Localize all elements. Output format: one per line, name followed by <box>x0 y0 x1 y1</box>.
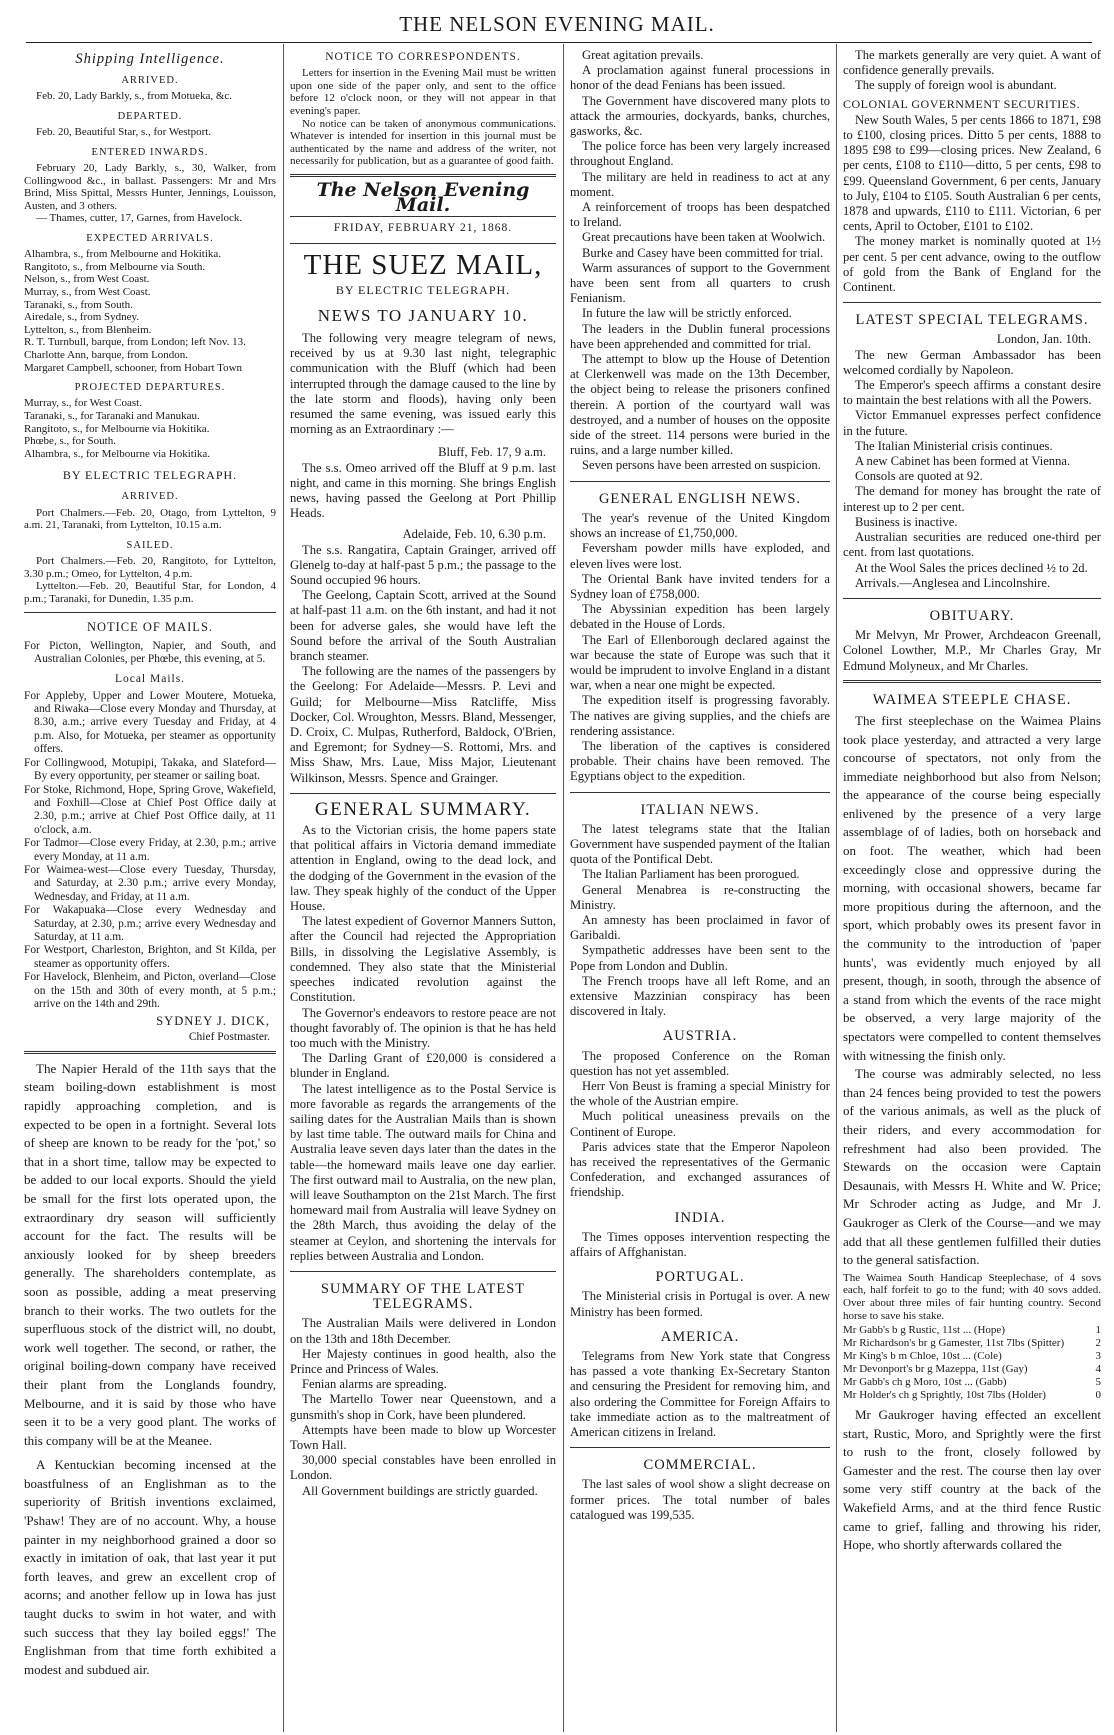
section-heading: GENERAL ENGLISH NEWS. <box>598 490 802 507</box>
dateline: London, Jan. 10th. <box>996 332 1091 347</box>
entered-heading: ENTERED INWARDS. <box>91 146 209 158</box>
column-3 <box>570 48 830 1732</box>
article-paragraph: The Geelong, Captain Scott, arrived at the Sound at half-past 11 a.m. on the 6th instant, and had it not been for adverse gales, she would have left the Sound before the arrival of the South Australian branch steamer. <box>290 588 556 664</box>
notice-text: No notice can be taken of anonymous communications. Whatever is intended for insertion in this journal must be authenticated by the name and address of the writer, not necessarily for publication, but as a guarantee of good faith. <box>290 117 556 168</box>
results-table <box>843 1324 1101 1402</box>
article-paragraph: The Italian Ministerial crisis continues. <box>855 438 1053 453</box>
column-divider <box>836 44 837 1732</box>
mails-item: For Picton, Wellington, Napier, and South, and Australian Colonies, per Phœbe, this evening, at 5. <box>24 639 276 666</box>
departed-text: Feb. 20, Beautiful Star, s., for Westport. <box>36 126 212 139</box>
suez-headline: THE SUEZ MAIL, <box>303 248 543 281</box>
article-paragraph: All Government buildings are strictly guarded. <box>302 1483 538 1498</box>
article-paragraph: The liberation of the captives is considered probable. Their chains have been removed. The Egyptians object to the expedition. <box>570 738 830 784</box>
article-paragraph: A proclamation against funeral processions in honor of the dead Fenians has been issued. <box>570 63 830 93</box>
expected-list <box>24 248 276 374</box>
article-paragraph: Mr Gaukroger having effected an excellent start, Rustic, Moro, and Sprightly were the first to rush to the front, closely followed by Gamester and the rest. The course then lay over some very stiff country at the back of the Wakefield Arms, and at the third fence Rustic came to grief, falling and throwing his rider, Hope, who shortly afterwards collared the <box>843 1407 1101 1553</box>
issue-date: FRIDAY, FEBRUARY 21, 1868. <box>333 222 513 235</box>
kentuckian-paragraph: A Kentuckian becoming incensed at the boastfulness of an Englishman as to the superiority of British inventions exclaimed, 'Pshaw! They are of no account. Why, a house painter in my neighborhood grained a door so exactly in imitation of oak, that last year it put forth leaves, and grew an excellent crop of acorns; and another fellow up in Iowa has just taught ducks to swim in hot water, and with such success that they lay boiled eggs!' The Englishman from that time forth exhibited a modest and subdued air. <box>24 1457 276 1677</box>
article-paragraph: The Italian Parliament has been prorogued. <box>582 867 800 882</box>
divider <box>290 793 556 794</box>
article-paragraph: Arrivals.—Anglesea and Lincolnshire. <box>855 575 1051 590</box>
arrived-text: Feb. 20, Lady Barkly, s., from Motueka, &c. <box>36 90 233 103</box>
article-paragraph: At the Wool Sales the prices declined ½ to 2d. <box>855 560 1088 575</box>
article-paragraph: The last sales of wool show a slight decrease on former prices. The total number of bales catalogued was 199,535. <box>570 1477 830 1522</box>
article-paragraph: An amnesty has been proclaimed in favor of Garibaldi. <box>570 912 830 943</box>
mails-item: For Appleby, Upper and Lower Moutere, Motueka, and Riwaka—Close every Monday and Thursday, at 8.30, a.m.; arrive every Tuesday and Friday, at 4 p.m. Also, for Motueka, per steamer as opportunity offers. <box>24 689 276 756</box>
list-item: Nelson, s., from West Coast. <box>24 273 150 286</box>
article-paragraph: Business is inactive. <box>855 514 958 529</box>
mails-heading: NOTICE OF MAILS. <box>86 620 214 635</box>
list-item: Taranaki, s., from South. <box>24 298 133 311</box>
list-item: Phœbe, s., for South. <box>24 435 116 448</box>
list-item: Lyttelton, s., from Blenheim. <box>24 323 152 336</box>
article-paragraph: The Government have discovered many plots to attack the armouries, dockyards, banks, churches, gasworks, &c. <box>570 93 830 139</box>
masthead-rule <box>26 42 1092 43</box>
section-heading: PORTUGAL. <box>655 1269 745 1286</box>
article-paragraph: Great precautions have been taken at Woolwich. <box>582 230 826 245</box>
article-paragraph: Consols are quoted at 92. <box>855 469 983 484</box>
masthead: THE NELSON EVENING MAIL. <box>399 12 715 36</box>
arrived-text: Port Chalmers.—Feb. 20, Otago, from Lyttelton, 9 a.m. 21, Taranaki, from Lyttelton, 10.15 a.m. <box>24 506 276 532</box>
list-item: Charlotte Ann, barque, from London. <box>24 348 189 361</box>
list-item: Murray, s., for West Coast. <box>24 397 142 410</box>
divider <box>290 243 556 244</box>
article-paragraph: The leaders in the Dublin funeral processions have been apprehended and committed for trial. <box>570 321 830 351</box>
section-heading: AMERICA. <box>660 1328 740 1345</box>
mails-notice <box>24 640 276 1012</box>
article-paragraph: The Abyssinian expedition has been largely debated in the House of Lords. <box>570 602 830 632</box>
divider <box>290 216 556 217</box>
column-1 <box>24 48 276 1732</box>
article-paragraph: The first steeplechase on the Waimea Plains took place yesterday, and attracted a very large concourse of spectators, not only from the immediate neighborhood but also from Nelson; the appearance of the course being especially enlivened by the presence of a very large assemblage of of ladies, both on horseback and on foot. The weather, which had been exceedingly close and oppressive during the morning, with occasional showers, became far more propitious during the afternoon, and the sport, which probably owes its present favor in the community to the introduction of 'paper hunts', was evidently much enjoyed by all present, though, in sooth, through the absence of a stand from which the events of the race might be observed, a very large majority of the spectators were compelled to content themselves with witnessing the finish only. <box>843 712 1101 1063</box>
table-row: Mr Gabb's b g Rustic, 11st ... (Hope) 1 <box>843 1324 1101 1337</box>
list-item: R. T. Turnbull, barque, from London; left Nov. 13. <box>24 336 246 349</box>
article-paragraph: Great agitation prevails. <box>582 48 704 62</box>
section-heading: ITALIAN NEWS. <box>640 801 760 818</box>
article-paragraph: The new German Ambassador has been welcomed cordially by Napoleon. <box>843 347 1101 377</box>
article-paragraph: The French troops have all left Rome, and an extensive Mazzinian conspiracy has been discovered in Italy. <box>570 973 830 1019</box>
local-mails-heading: Local Mails. <box>114 673 186 686</box>
divider <box>24 612 276 613</box>
column-divider <box>283 44 284 1732</box>
article-paragraph: A new Cabinet has been formed at Vienna. <box>855 454 1071 469</box>
section-heading: COMMERCIAL. <box>643 1457 757 1474</box>
shipping-heading: Shipping Intelligence. <box>75 51 225 67</box>
article-paragraph: The Emperor's speech affirms a constant desire to maintain the best relations with all the Powers. <box>843 378 1101 408</box>
article-paragraph: Paris advices state that the Emperor Napoleon has received the representatives of the Germanic Confederation, and exchanged assurances of friendship. <box>570 1139 830 1200</box>
article-paragraph: Seven persons have been arrested on suspicion. <box>582 458 821 473</box>
divider <box>570 1447 830 1448</box>
mails-item: For Westport, Charleston, Brighton, and St Kilda, per steamer as opportunity offers. <box>24 944 276 970</box>
general-summary-headline: GENERAL SUMMARY. <box>314 798 532 820</box>
article-paragraph: The attempt to blow up the House of Detention at Clerkenwell was made on the 13th December, the object being to release the prisoners confined therein. A portion of the courtyard wall was destroyed, and a number of houses on the opposite side of the street. 114 persons were buried in the ruins, and a large number killed. <box>570 352 830 458</box>
article-paragraph: The course was admirably selected, no less than 24 fences being provided to test the powers of the various animals, as well as the pluck of their riders, and every accommodation for refreshment had also been provided. The Stewards on the occasion were Captain Desaunais, with Messrs H. White and W. Price; Mr Schroder acting as Judge, and Mr J. Gaukroger as Clerk of the Course—and we may add that all these gentlemen fulfilled their duties to the general satisfaction. <box>843 1066 1101 1268</box>
table-row: Mr Richardson's br g Gamester, 11st 7lbs (Spitter) 2 <box>843 1337 1101 1350</box>
article-paragraph: Feversham powder mills have exploded, and eleven lives were lost. <box>570 541 830 571</box>
divider <box>570 792 830 793</box>
list-item: Airedale, s., from Sydney. <box>24 311 140 324</box>
projected-list <box>24 397 276 460</box>
handicap-text: The Waimea South Handicap Steeplechase, of 4 sovs each, half forfeit to go to the fund; with 40 sovs added. Over about three miles of fair hunting country. Second horse to save his stake. <box>843 1271 1101 1322</box>
list-item: Rangitoto, s., from Melbourne via South. <box>24 260 206 273</box>
article-paragraph: The Governor's endeavors to restore peace are not thought favorably of. The opinion is that he has held too much with the Ministry. <box>290 1005 556 1050</box>
signature: SYDNEY J. DICK, <box>156 1014 270 1029</box>
list-item: Murray, s., from West Coast. <box>24 285 151 298</box>
article-paragraph: The demand for money has brought the rate of interest up to 2 per cent. <box>843 484 1101 514</box>
notice-text: Letters for insertion in the Evening Mail must be written upon one side of the paper only, and sent to the office before 12 o'clock noon, or they will not appear in that evening's paper. <box>290 67 556 117</box>
mails-item: For Waimea-west—Close every Tuesday, Thursday, and Saturday, at 2.30 p.m.; arrive every Monday, Wednesday, and Friday, at 11 a.m. <box>24 863 276 903</box>
divider <box>843 302 1101 303</box>
article-paragraph: In future the law will be strictly enforced. <box>582 306 792 321</box>
signature-title: Chief Postmaster. <box>188 1030 270 1043</box>
telegraph-heading: BY ELECTRIC TELEGRAPH. <box>62 468 238 483</box>
column-2 <box>290 48 556 1732</box>
mails-item: For Havelock, Blenheim, and Picton, overland—Close on the 15th and 30th of every month, at 5 p.m.; arrive on the 14th and 29th. <box>24 971 276 1011</box>
article-paragraph: Much political uneasiness prevails on the Continent of Europe. <box>570 1109 830 1139</box>
departed-heading: DEPARTED. <box>117 111 183 122</box>
list-item: Taranaki, s., for Taranaki and Manukau. <box>24 409 200 422</box>
article-paragraph: Attempts have been made to blow up Worcester Town Hall. <box>290 1422 556 1452</box>
article-paragraph: The Ministerial crisis in Portugal is over. A new Ministry has been formed. <box>570 1289 830 1319</box>
herald-paragraph: The Napier Herald of the 11th says that the steam boiling-down establishment is most rapidly approaching completion, and is expected to be open in a fortnight. Several lots of sheep are known to be ready for the 'pot,' so that in a short time, tallow may be expected to be added to our local exports. Should the yield be small for the first lots operated upon, the extraordinary dry season will sufficiently account for the fact. The results will be anxiously looked for by sheep breeders generally. The shareholders contemplate, as soon as possible, adding a meat preserving branch to their works. The two outlets for the superfluous stock of the district will, no doubt, work well together. The second, or rather, the original boiling-down company have received their plant from the Longlands foundry, Melbourne, and it is said by those who have seen it to be a very good plant. The works of this company will be at the Meanee. <box>24 1060 276 1448</box>
article-paragraph: Mr Melvyn, Mr Prower, Archdeacon Greenall, Colonel Lowther, M.P., Mr Charles Gray, Mr Edmund Molyneux, and Mr Charles. <box>843 628 1101 673</box>
suez-subheading: BY ELECTRIC TELEGRAPH. <box>335 282 511 297</box>
mails-item: For Stoke, Richmond, Hope, Spring Grove, Wakefield, and Foxhill—Close at Chief Post Office daily at 2.30, p.m.; arrive at Chief Post Office daily, at 11 o'clock, a.m. <box>24 783 276 836</box>
column-4 <box>843 48 1101 1732</box>
article-paragraph: The Martello Tower near Queenstown, and a gunsmith's shop in Cork, have been plundered. <box>290 1392 556 1422</box>
divider <box>843 680 1101 683</box>
article-paragraph: The money market is nominally quoted at 1½ per cent. 5 per cent advance, owing to the outflow of gold from the Bank of England for the Continent. <box>843 234 1101 295</box>
article-paragraph: New South Wales, 5 per cents 1866 to 1871, £98 to £100, closing prices. Ditto 5 per cents, 1888 to 1895 £98 to £99—closing prices. New Zealand, 6 per cents, £108 to £110—ditto, 5 per cents, £98 to £99. Queensland Government, 6 per cents, January to July, £104 to £105. South Australian 6 per cents, 1878 and upwards, £110 to £111. Victorian, 6 per cents, April to October, £101 to £102. <box>843 112 1101 234</box>
list-item: Margaret Campbell, schooner, from Hobart Town <box>24 361 243 374</box>
article-paragraph: The police force has been very largely increased throughout England. <box>570 139 830 169</box>
arrived-heading: ARRIVED. <box>121 75 179 87</box>
list-item: Alhambra, s., from Melbourne and Hokitika. <box>24 248 222 261</box>
article-paragraph: The year's revenue of the United Kingdom shows an increase of £1,750,000. <box>570 510 830 541</box>
dateline: Bluff, Feb. 17, 9 a.m. <box>438 445 546 460</box>
article-paragraph: 30,000 special constables have been enrolled in London. <box>290 1453 556 1483</box>
article-paragraph: The latest expedient of Governor Manners Sutton, after the Council had rejected the Appropriation Bills, in dissolving the Legislative Assembly, is condemned. They also state that the Ministerial speeches indicated revolution against the Constitution. <box>290 914 556 1005</box>
article-paragraph: The Times opposes intervention respecting the affairs of Affghanistan. <box>570 1229 830 1260</box>
article-paragraph: Burke and Casey have been committed for trial. <box>582 245 824 260</box>
article-paragraph: A reinforcement of troops has been despatched to Ireland. <box>570 200 830 230</box>
article-paragraph: The Earl of Ellenborough declared against the war because the state of Europe was such that it would be imprudent to involve England in a distant war, when a near one might be expected. <box>570 632 830 693</box>
list-item: Alhambra, s., for Melbourne via Hokitika. <box>24 447 211 460</box>
summary-headline: SUMMARY OF THE LATEST TELEGRAMS. <box>320 1280 526 1313</box>
securities-heading: COLONIAL GOVERNMENT SECURITIES. <box>843 96 1081 111</box>
article-paragraph: Fenian alarms are spreading. <box>302 1377 447 1392</box>
list-item: Rangitoto, s., for Melbourne via Hokitika. <box>24 422 210 435</box>
article-paragraph: Australian securities are reduced one-third per cent. from last quotations. <box>843 530 1101 560</box>
divider <box>843 598 1101 599</box>
article-paragraph: General Menabrea is re-constructing the Ministry. <box>570 882 830 912</box>
entered-text: February 20, Lady Barkly, s., 30, Walker, from Collingwood &c., in ballast. Passengers: Mr and Mrs Brind, Miss Spittal, Messrs Hunter, Jennings, Louisson, Austen, and 3 others. <box>24 162 276 212</box>
article-paragraph: The s.s. Omeo arrived off the Bluff at 9 p.m. last night, and came in this morning. She brings English news, having passed the Geelong at Port Phillip Heads. <box>290 460 556 521</box>
paper-name: The Nelson Evening Mail. <box>316 178 530 217</box>
arrived-heading: ARRIVED. <box>121 491 179 503</box>
section-heading: LATEST SPECIAL TELEGRAMS. <box>855 312 1089 329</box>
notice-heading: NOTICE TO CORRESPONDENTS. <box>325 51 521 63</box>
divider <box>570 481 830 482</box>
divider <box>24 1051 276 1054</box>
article-paragraph: The supply of foreign wool is abundant. <box>855 78 1057 93</box>
article-paragraph: The Australian Mails were delivered in London on the 13th and 18th December. <box>290 1316 556 1346</box>
table-row: Mr King's b m Chloe, 10st ... (Cole) 3 <box>843 1350 1101 1363</box>
sailed-text: Port Chalmers.—Feb. 20, Rangitoto, for Lyttelton, 3.30 p.m.; Omeo, for Lyttelton, 4 p.m. <box>24 555 276 580</box>
article-paragraph: The markets generally are very quiet. A want of confidence generally prevails. <box>843 48 1101 78</box>
projected-heading: PROJECTED DEPARTURES. <box>74 382 226 394</box>
table-row: Mr Gabb's ch g Moro, 10st ... (Gabb) 5 <box>843 1376 1101 1389</box>
article-paragraph: The latest telegrams state that the Italian Government have suspended payment of the Italian quota of the Pontifical Debt. <box>570 821 830 867</box>
column-divider <box>563 44 564 1732</box>
article-paragraph: As to the Victorian crisis, the home papers state that political affairs in Victoria demand immediate attention in England, owing to the dead lock, and the dodging of the Government in the evasion of the law. They speak highly of the conduct of the Upper House. <box>290 823 556 914</box>
table-row: Mr Holder's ch g Sprightly, 10st 7lbs (Holder) 0 <box>843 1389 1101 1402</box>
article-paragraph: The proposed Conference on the Roman question has not yet assembled. <box>570 1048 830 1078</box>
article-paragraph: Telegrams from New York state that Congress has passed a vote thanking Ex-Secretary Stanton and censuring the President for removing him, and also ordering the Committee for Foreign Affairs to take immediate action as to the maltreatment of American citizens in Ireland. <box>570 1349 830 1440</box>
sailed-text: Lyttelton.—Feb. 20, Beautiful Star, for London, 4 p.m.; Taranaki, for Dunedin, 1.35 p.m. <box>24 580 276 605</box>
news-to-headline: NEWS TO JANUARY 10. <box>317 305 529 325</box>
article-paragraph: Herr Von Beust is framing a special Ministry for the whole of the Austrian empire. <box>570 1079 830 1109</box>
expected-heading: EXPECTED ARRIVALS. <box>86 232 214 244</box>
section-heading: WAIMEA STEEPLE CHASE. <box>872 691 1072 708</box>
article-paragraph: The military are held in readiness to act at any moment. <box>570 169 830 199</box>
article-paragraph: Sympathetic addresses have been sent to the Pope from London and Dublin. <box>570 943 830 973</box>
divider <box>290 174 556 177</box>
mails-item: For Tadmor—Close every Friday, at 2.30, p.m.; arrive every Monday, at 11 a.m. <box>24 837 276 863</box>
article-paragraph: The Oriental Bank have invited tenders for a Sydney loan of £758,000. <box>570 571 830 601</box>
dateline: Adelaide, Feb. 10, 6.30 p.m. <box>402 527 546 542</box>
article-paragraph: The following are the names of the passengers by the Geelong: For Adelaide—Messrs. P. Levi and Guild; for Melbourne—Miss Ratcliffe, Miss Docker, Col. Wroughton, Messrs. Bland, Messenger, D. Croix, C. Mulpas, Rutherford, Baldock, O'Brien, and Egremont; for Sydney—S. Rottomi, Mrs. and Miss Shaw, Mrs. Laue, Miss Major, Lieutenant Wilkinson, Messrs. Spence and Grainger. <box>290 664 556 785</box>
article-paragraph: The Darling Grant of £20,000 is considered a blunder in England. <box>290 1051 556 1081</box>
article-paragraph: Victor Emmanuel expresses perfect confidence in the future. <box>843 408 1101 438</box>
divider <box>290 1271 556 1272</box>
article-paragraph: Her Majesty continues in good health, also the Prince and Princess of Wales. <box>290 1346 556 1376</box>
entered-text: — Thames, cutter, 17, Garnes, from Havelock. <box>36 212 243 225</box>
sailed-heading: SAILED. <box>126 539 174 551</box>
article-paragraph: The latest intelligence as to the Postal Service is more favorable as regards the arrangements of the sailing dates for the Australian Mails than is shown by last time table. The outward mails for China and Australia leave seven days later than the dates in the table—the homeward mails leave one day earlier. The first outward mail to Australia, on the new plan, will leave Southampton on the 21st March. The first homeward mail from Australia will leave Sydney on the 28th March, thus avoiding the delay of the steamer at Ceylon, and shortening the intervals for replies between Australia and London. <box>290 1081 556 1263</box>
mails-item: For Wakapuaka—Close every Wednesday and Saturday, at 2.30, p.m.; arrive every Wednesday and Saturday, at 11 a.m. <box>24 904 276 943</box>
section-heading: OBITUARY. <box>929 607 1015 624</box>
mails-item: For Collingwood, Motupipi, Takaka, and Slateford—By every opportunity, per steamer or sailing boat. <box>24 756 276 783</box>
article-paragraph: Warm assurances of support to the Government have been sent from all quarters to crush Fenianism. <box>570 260 830 306</box>
table-row: Mr Devonport's br g Mazeppa, 11st (Gay) 4 <box>843 1363 1101 1376</box>
section-heading: AUSTRIA. <box>662 1028 738 1045</box>
article-paragraph: The expedition itself is progressing favorably. The natives are giving supplies, and the chiefs are rendering assistance. <box>570 693 830 738</box>
section-heading: INDIA. <box>674 1209 726 1226</box>
article-paragraph: The following very meagre telegram of news, received by us at 9.30 last night, telegraphic communication with the Bluff (which had been interrupted through the damage caused to the line by the late storm and floods), having only been resumed the same evening, was issued early this morning as an Extraordinary :— <box>290 330 556 437</box>
article-paragraph: The s.s. Rangatira, Captain Grainger, arrived off Glenelg to-day at half-past 5 p.m.; the passage to the Sound occupied 96 hours. <box>290 542 556 588</box>
